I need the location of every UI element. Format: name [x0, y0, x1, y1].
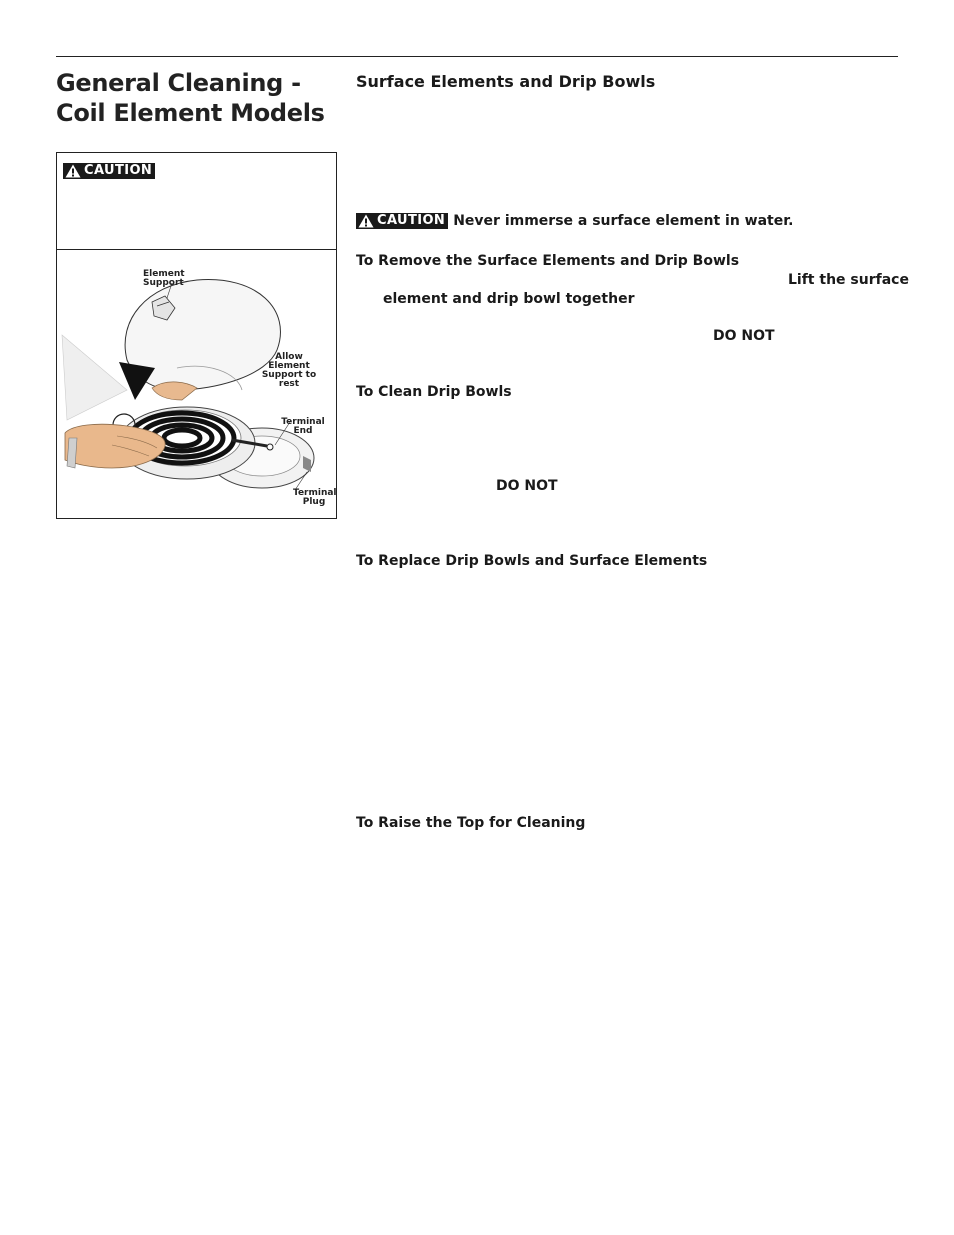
replace-heading: To Replace Drip Bowls and Surface Elements	[356, 553, 708, 569]
caution-label: CAUTION	[377, 213, 446, 228]
terminal-plug-label: Terminal Plug	[293, 488, 337, 507]
lift-surface-text: Lift the surface	[788, 272, 909, 288]
warning-icon	[358, 214, 374, 228]
do-not-text-2: DO NOT	[496, 478, 558, 494]
element-drip-text: element and drip bowl together	[383, 291, 635, 307]
caution-label: CAUTION	[84, 163, 153, 178]
coil-element-illustration	[57, 250, 336, 518]
caution-box	[57, 153, 336, 250]
remove-heading: To Remove the Surface Elements and Drip Bowls	[356, 253, 740, 269]
section-heading: Surface Elements and Drip Bowls	[356, 72, 656, 91]
raise-heading: To Raise the Top for Cleaning	[356, 815, 586, 831]
clean-heading: To Clean Drip Bowls	[356, 384, 512, 400]
element-support-label: Element Support	[143, 269, 185, 288]
warning-icon	[65, 164, 81, 178]
caution-panel	[56, 152, 337, 519]
allow-element-label: Allow Element Support to rest	[261, 352, 317, 389]
terminal-end-label: Terminal End	[281, 417, 325, 436]
top-rule	[56, 56, 898, 57]
caution-badge	[63, 163, 155, 179]
caution-badge-inline	[356, 213, 448, 229]
caution-statement	[356, 213, 793, 229]
do-not-text-1: DO NOT	[713, 328, 775, 344]
caution-text: Never immerse a surface element in water.	[453, 213, 794, 229]
page-title: General Cleaning - Coil Element Models	[56, 69, 325, 127]
